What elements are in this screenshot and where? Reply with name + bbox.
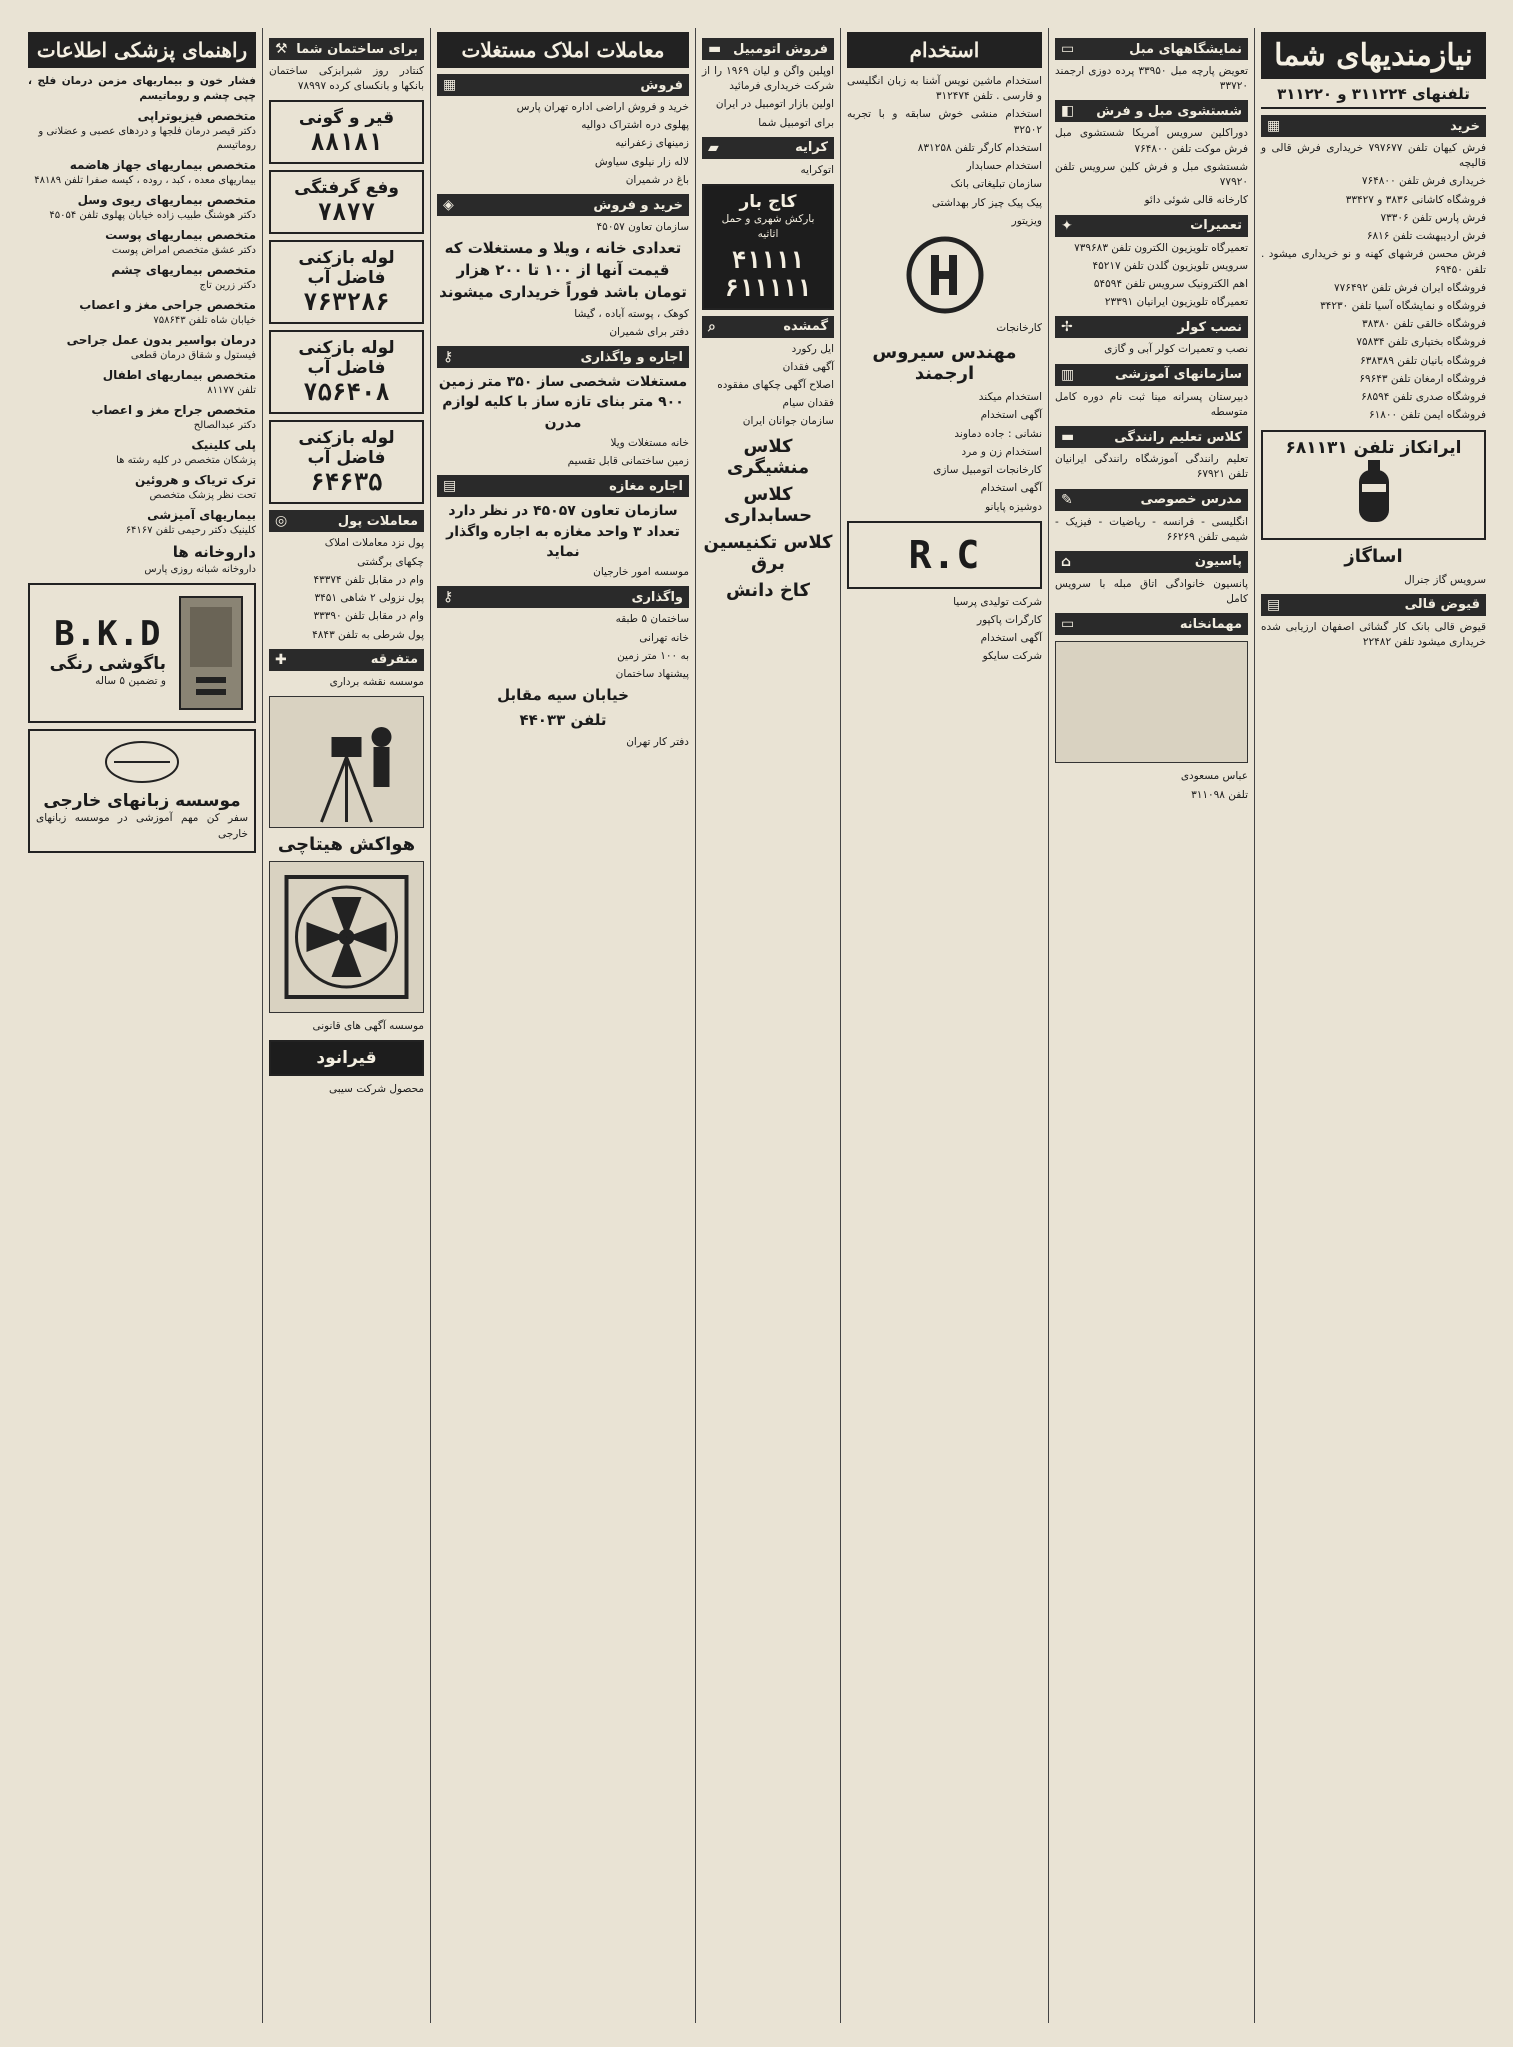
classified-ad: آگهی استخدام xyxy=(980,482,1042,495)
class-ad-title: کاخ دانش xyxy=(725,579,811,601)
section-lease: اجاره و واگذاری ⚷ xyxy=(437,346,689,368)
classified-ad: خانه تهرانی xyxy=(639,631,689,644)
classified-ad: فقدان سیام xyxy=(782,397,834,410)
classified-ad: ایل رکورد xyxy=(791,342,834,355)
column-vehicles xyxy=(695,28,840,2023)
classified-ad: کارخانجات اتومبیل سازی xyxy=(933,464,1042,477)
doctor-heading: درمان بواسیر بدون عمل جراحی xyxy=(66,333,256,348)
classified-ad: شرکت تولیدی پرسیا xyxy=(953,595,1042,608)
section-cleaning: شستشوی مبل و فرش ◧ xyxy=(1055,100,1248,122)
classified-ad: برای اتومبیل شما xyxy=(758,116,834,129)
doctor-text: تلفن ۸۱۱۷۷ xyxy=(207,385,256,397)
section-pension: پاسیون ⌂ xyxy=(1055,551,1248,573)
section-tutor: مدرس خصوصی ✎ xyxy=(1055,489,1248,511)
column-classifieds-needs xyxy=(1254,28,1492,2023)
surveyor-icon xyxy=(270,697,423,827)
class-ad-title: کلاس حسابداری xyxy=(723,483,813,526)
ad-box-language-school xyxy=(28,729,256,852)
doctor-heading: متخصص فیزیوتراپی xyxy=(137,109,256,124)
section-cooler: نصب کولر ✢ xyxy=(1055,316,1248,338)
classified-ad: سازمان تعاون ۴۵۰۵۷ در نظر دارد تعداد ۳ واحد مغازه به اجاره واگذار نماید xyxy=(446,503,680,560)
wrench-icon: ✦ xyxy=(1061,217,1073,234)
page-title: نیازمندیهای شما xyxy=(1261,32,1486,79)
ad-box-bkd-intercom xyxy=(28,583,256,723)
ad-box-kaj-bar xyxy=(702,184,834,309)
ad-box xyxy=(269,330,424,414)
classified-ad: استخدام حسابدار xyxy=(966,160,1042,173)
classified-ad: وام در مقابل تلفن ۴۳۳۷۴ xyxy=(313,573,424,586)
doctor-text: پزشکان متخصص در کلیه رشته ها xyxy=(116,455,256,467)
doctor-heading: متخصص جراح مغز و اعصاب xyxy=(91,403,256,418)
ad-box-title: وفع گرفتگی xyxy=(294,178,399,199)
classified-ad: اهم الکترونیک سرویس تلفن ۵۴۵۹۴ xyxy=(1093,277,1248,290)
classified-ad: ویزیتور xyxy=(1011,214,1042,227)
doctor-text: دکتر هوشنگ طبیب زاده خیابان پهلوی تلفن ۴۵۰۵۴ xyxy=(49,210,256,222)
classified-ad: موسسه آگهی های قانونی xyxy=(312,1019,424,1032)
classified-ad: پول نزد معاملات املاک xyxy=(324,537,424,550)
classified-ad: فروشگاه صدری تلفن ۶۸۵۹۴ xyxy=(1361,391,1486,404)
coin-icon: ◎ xyxy=(275,513,288,530)
ih-logo xyxy=(847,235,1042,315)
phone-numbers: تلفنهای ۳۱۱۲۲۴ و ۳۱۱۲۲۰ xyxy=(1261,85,1486,109)
classified-ad: تعمیرگاه تلویزیون ایرانیان ۲۳۳۹۱ xyxy=(1104,296,1248,309)
sofa-icon: ▭ xyxy=(1061,41,1075,57)
classified-ad: شرکت سایکو xyxy=(982,650,1042,663)
classified-ad: تعویض پارچه مبل ۳۳۹۵۰ پرده دوزی ارجمند ۳۳۷۲۰ xyxy=(1055,65,1248,93)
column-real-estate xyxy=(430,28,695,2023)
ad-box-irangaz xyxy=(1261,430,1486,540)
ad-box xyxy=(269,420,424,504)
ad-box-text: سفر کن مهم آموزشی در موسسه زبانهای خارجی xyxy=(36,812,248,840)
intercom-icon xyxy=(176,593,246,713)
plus-icon: ✚ xyxy=(275,651,287,668)
classified-ad: کارگرات پاکپور xyxy=(977,613,1042,626)
classified-ad: سرویس تلویزیون گلدن تلفن ۴۵۲۱۷ xyxy=(1092,259,1248,272)
school-logo-icon xyxy=(102,737,182,787)
shop-icon: ▤ xyxy=(443,478,457,495)
classified-ad: موسسه امور خارجیان xyxy=(593,566,689,579)
ad-box-title: کاج بار xyxy=(739,192,797,213)
hammer-icon: ⚒ xyxy=(275,41,288,57)
ad-box xyxy=(269,240,424,324)
section-misc: متفرقه ✚ xyxy=(269,649,424,671)
ad-box-phone: ۷۵۶۴۰۸ xyxy=(303,378,390,407)
bed-icon: ▭ xyxy=(1061,616,1075,633)
rc-logo: R.C xyxy=(908,532,981,577)
ad-box-subtitle: بارکش شهری و حمل اثاثیه xyxy=(721,213,815,241)
company-name: مهندس سیروس ارجمند xyxy=(872,342,1017,385)
ad-box-title: ایرانکاز تلفن ۶۸۱۱۳۱ xyxy=(1285,437,1462,458)
fan-icon: ✢ xyxy=(1061,319,1073,336)
key-icon: ⚷ xyxy=(443,589,454,606)
classified-ad: دوراکلین سرویس آمریکا شستشوی مبل فرش موکت تلفن ۷۶۴۸۰۰ xyxy=(1055,127,1248,155)
truck-icon: ▰ xyxy=(708,139,719,156)
classified-ad: پیک پیک چیز کار بهداشتی xyxy=(932,196,1042,209)
classified-ad: دفتر کار تهران xyxy=(626,735,689,748)
classified-ad: نصب و تعمیرات کولر آبی و گازی xyxy=(1104,343,1248,356)
column-employment xyxy=(840,28,1048,2023)
classified-ad: فروشگاه کاشانی ۳۸۳۶ و ۳۳۴۲۷ xyxy=(1345,193,1486,206)
classified-ad: خانه مستغلات ویلا xyxy=(610,436,689,449)
classified-ad: فروشگاه ایران فرش تلفن ۷۷۶۴۹۲ xyxy=(1334,281,1486,294)
ad-title-hitachi: هواکش هیتاچی xyxy=(277,833,416,855)
classified-ad: استخدام میکند xyxy=(978,391,1042,404)
classified-ad: زمین ساختمانی قابل تقسیم xyxy=(567,455,689,468)
classified-ad: خرید و فروش اراضی اداره تهران پارس xyxy=(516,101,689,113)
ad-box-title: لوله بازکنی فاضل آب xyxy=(298,248,395,289)
classified-ad: آگهی فقدان xyxy=(782,360,834,373)
class-ad-title: کلاس منشیگری xyxy=(726,435,810,478)
classified-ad: اوپلین واگن و لیان ۱۹۶۹ را از شرکت خریداری فرمائید xyxy=(702,65,834,93)
ad-box-rc xyxy=(847,521,1042,589)
section-building: برای ساختمان شما ⚒ xyxy=(269,38,424,60)
section-driving: کلاس تعلیم رانندگی ▬ xyxy=(1055,426,1248,448)
search-icon: ⌕ xyxy=(708,318,716,335)
classified-ad: استخدام زن و مرد xyxy=(961,445,1042,458)
section-buy-sell: خرید و فروش ◈ xyxy=(437,194,689,216)
key-icon: ⚷ xyxy=(443,349,454,365)
classified-ad: تعلیم رانندگی آموزشگاه رانندگی ایرانیان تلفن ۶۷۹۲۱ xyxy=(1055,453,1248,481)
fan-illustration xyxy=(269,861,424,1013)
classified-ad: اولین بازار اتومبیل در ایران xyxy=(715,98,834,111)
ad-box-phone: ۶۴۶۳۵ xyxy=(310,468,383,497)
section-title-employment: استخدام xyxy=(847,32,1042,68)
ad-box-title: قیر و گونی xyxy=(298,108,395,129)
classified-ad: پول شرطی به تلفن ۴۸۴۳ xyxy=(312,628,424,641)
brush-icon: ◧ xyxy=(1061,103,1075,120)
classified-ad: لاله زار نیلوی سیاوش xyxy=(594,155,689,168)
classified-ad: محصول شرکت سیبی xyxy=(328,1083,424,1096)
doctor-heading: متخصص بیماریهای ریوی وسل xyxy=(77,193,256,208)
classified-ad: فروشگاه بختیاری تلفن ۷۵۸۳۴ xyxy=(1356,336,1486,349)
classified-ad: پول نزولی ۲ شاهی ۳۴۵۱ xyxy=(314,592,424,605)
section-hotel: مهمانخانه ▭ xyxy=(1055,613,1248,635)
pen-icon: ✎ xyxy=(1061,491,1073,508)
section-title-real-estate: معاملات املاک مستغلات xyxy=(437,32,689,68)
section-sale: فروش ▦ xyxy=(437,74,689,96)
section-furniture: نمایشگاههای مبل ▭ xyxy=(1055,38,1248,60)
doctor-text: کلینیک دکتر رحیمی تلفن ۶۴۱۶۷ xyxy=(125,525,256,537)
classified-ad: پهلوی دره اشتراک دوالیه xyxy=(581,119,689,132)
classified-ad: تعدادی خانه ، ویلا و مستغلات که قیمت آنها از ۱۰۰ تا ۲۰۰ هزار تومان باشد فوراً خریداری میشوند xyxy=(439,239,687,301)
classified-ad: خریداری فرش تلفن ۷۶۴۸۰۰ xyxy=(1361,175,1486,188)
ad-box-phone: ۸۸۱۸۱ xyxy=(310,128,383,157)
class-ad-title: کلاس تکنیسین برق xyxy=(703,531,833,574)
ad-box-phone: ۷۶۳۲۸۶ xyxy=(303,288,390,317)
classified-ad: پانسیون خانوادگی اتاق مبله با سرویس کامل xyxy=(1055,577,1248,606)
ad-box-phone: ۶۱۱۱۱۱ xyxy=(724,273,812,302)
classified-ad: تعمیرگاه تلویزیون الکترون تلفن ۷۳۹۶۸۳ xyxy=(1074,241,1248,254)
classified-ad: مستغلات شخصی ساز ۳۵۰ متر زمین ۹۰۰ متر بنای تازه ساز با کلیه لوازم مدرن xyxy=(438,374,688,431)
classified-ad: کوهک ، پوسته آباده ، گیشا xyxy=(574,307,689,320)
classified-ad: قیوض قالی بانک کار گشائی اصفهان ارزیابی شده خریداری میشود تلفن ۲۲۴۸۲ xyxy=(1261,620,1486,648)
doctor-heading: بیماریهای آمیزشی xyxy=(147,508,256,523)
ad-box xyxy=(269,170,424,234)
doctor-heading: ترک تریاک و هروئین xyxy=(135,473,256,488)
classified-ad: کنتادر روز شبرابزکی ساختمان بانکها و بانکسای کرده ۷۸۹۹۷ xyxy=(269,65,424,93)
gas-cylinder-icon xyxy=(1344,458,1404,528)
section-title-medical: راهنمای پزشکی اطلاعات xyxy=(28,32,256,68)
ad-box xyxy=(269,100,424,164)
classified-ad: دفتر برای شمیران xyxy=(609,325,689,338)
classified-ad: استخدام منشی خوش سابقه و با تجربه ۳۲۵۰۲ xyxy=(847,108,1042,136)
ad-box-phone: ۴۱۱۱۱ xyxy=(731,245,805,274)
classified-ad: کارخانه قالی شوئی دائو xyxy=(1144,194,1248,207)
doctor-text: فیستول و شقاق درمان قطعی xyxy=(130,350,256,362)
classified-ad: استخدام ماشین نویس آشنا به زبان انگلیسی و فارسی . تلفن ۳۱۲۴۷۴ xyxy=(847,75,1042,103)
ad-box-phone: ۷۸۷۷ xyxy=(317,198,376,227)
doctor-heading: متخصص بیماریهای جهاز هاضمه xyxy=(69,158,256,173)
section-money: معاملات پول ◎ xyxy=(269,510,424,532)
building-icon: ▦ xyxy=(443,77,457,93)
carpet-icon: ▤ xyxy=(1267,596,1281,613)
doctor-text: تحت نظر پزشک متخصص xyxy=(149,490,256,502)
classified-ad: ساختمان ۵ طبقه xyxy=(615,613,689,626)
column-services xyxy=(1048,28,1254,2023)
ad-box-title: لوله بازکنی فاضل آب xyxy=(298,428,395,469)
section-repairs: تعمیرات ✦ xyxy=(1055,215,1248,237)
column-medical xyxy=(22,28,262,2023)
classified-ad: سازمان تعاون ۴۵۰۵۷ xyxy=(596,221,689,234)
book-icon: ▥ xyxy=(1061,366,1075,383)
doctor-text: دکتر قیصر درمان فلجها و دردهای عصبی و عضلانی و روماتیسم xyxy=(38,126,256,152)
doctor-heading: پلی کلینیک xyxy=(191,438,256,453)
doctor-text: دکتر عشق متخصص امراض پوست xyxy=(111,245,256,257)
classified-ad: کارخانجات xyxy=(996,321,1042,334)
fan-icon xyxy=(270,862,423,1012)
classified-ad: فرش اردیبهشت تلفن ۶۸۱۶ xyxy=(1366,230,1486,243)
classified-ad: پیشنهاد ساختمان xyxy=(615,668,689,681)
classified-ad: فروشگاه بانیان تلفن ۶۳۸۳۸۹ xyxy=(1360,354,1486,367)
classified-ad: خیابان سیه مقابل xyxy=(497,686,629,705)
classified-ad: فشار خون و بیماریهای مزمن درمان فلج ، چپی چشم و روماتیسم xyxy=(28,75,256,103)
classified-ad: فرش محسن فرشهای کهنه و نو خریداری میشود . تلفن ۶۹۴۵۰ xyxy=(1261,248,1486,276)
section-shop-lease: اجاره مغازه ▤ xyxy=(437,475,689,497)
classified-ad: فروشگاه و نمایشگاه آسیا تلفن ۳۴۲۳۰ xyxy=(1320,299,1486,312)
surveyor-illustration xyxy=(269,696,424,828)
pharmacy-text: داروخانه شبانه روزی پارس xyxy=(144,564,256,576)
classified-ad: باغ در شمیران xyxy=(625,173,689,186)
section-carpet-pawn: قیوض قالی ▤ xyxy=(1261,594,1486,616)
classified-ad: موسسه نقشه برداری xyxy=(329,675,424,688)
ad-box-qiranood xyxy=(269,1040,424,1076)
brand-subtitle: باگوشی رنگی xyxy=(49,654,166,675)
section-education: سازمانهای آموزشی ▥ xyxy=(1055,364,1248,386)
classified-ad: آگهی استخدام xyxy=(980,409,1042,422)
doctor-heading: متخصص بیماریهای پوست xyxy=(105,228,256,243)
section-transfer: واگذاری ⚷ xyxy=(437,586,689,608)
house-icon: ⌂ xyxy=(1061,553,1072,570)
classified-ad: سرویس گاز جنرال xyxy=(1404,573,1486,586)
classified-ad: انگلیسی - فرانسه - ریاضیات - فیزیک - شیمی تلفن ۶۶۲۶۹ xyxy=(1055,515,1248,543)
column-building xyxy=(262,28,430,2023)
classified-ad: فروشگاه خالقی تلفن ۳۸۳۸۰ xyxy=(1361,318,1486,331)
classified-ad: سازمان تبلیغاتی بانک xyxy=(950,178,1042,191)
car-icon: ▬ xyxy=(1061,429,1075,446)
classified-ad: فرش پارس تلفن ۷۳۳۰۶ xyxy=(1380,211,1486,224)
classified-ad: استخدام کارگر تلفن ۸۳۱۲۵۸ xyxy=(917,141,1042,154)
ad-box-title: موسسه زبانهای خارجی xyxy=(43,791,241,812)
classified-ad: دبیرستان پسرانه مینا ثبت نام دوره کامل متوسطه xyxy=(1055,390,1248,418)
car-icon: ▬ xyxy=(708,41,722,57)
ad-box-title: قیرانود xyxy=(316,1048,377,1069)
doctor-text: دکتر عبدالصالح xyxy=(193,420,256,432)
classified-ad: چکهای برگشتی xyxy=(357,555,424,568)
classified-ad: دوشیزه پایانو xyxy=(985,500,1042,513)
section-buy: خرید ▦ xyxy=(1261,115,1486,137)
brand-note: و تضمین ۵ ساله xyxy=(95,675,166,688)
ih-logo-icon xyxy=(905,235,985,315)
doctor-heading: متخصص بیماریهای اطفال xyxy=(102,368,256,383)
classified-ad: تلفن ۳۱۱۰۹۸ xyxy=(1191,788,1248,801)
section-lost: گمشده ⌕ xyxy=(702,316,834,338)
hotel-illustration xyxy=(1055,641,1248,763)
classified-ad: وام در مقابل تلفن ۳۳۳۹۰ xyxy=(313,610,424,623)
store-icon: ▦ xyxy=(1267,118,1281,134)
classified-ad: تلفن ۴۴۰۳۳ xyxy=(519,711,607,730)
classified-ad: اتوکرایه xyxy=(800,163,834,176)
classified-ad: سازمان جوانان ایران xyxy=(742,415,834,428)
doctor-text: دکتر زرین تاج xyxy=(199,280,256,292)
doctor-heading: متخصص بیماریهای چشم xyxy=(111,263,256,278)
doctor-text: خیابان شاه تلفن ۷۵۸۶۴۳ xyxy=(153,315,256,327)
brand-bkd: B.K.D xyxy=(54,614,162,655)
ad-box-title: لوله بازکنی فاضل آب xyxy=(298,338,395,379)
classified-ad: زمینهای زعفرانیه xyxy=(615,137,689,150)
doctor-heading: متخصص جراحی مغز و اعصاب xyxy=(79,298,256,313)
doctor-text: بیماریهای معده ، کبد ، روده ، کیسه صفرا تلفن ۴۸۱۸۹ xyxy=(34,175,256,187)
classified-ad: عباس مسعودی xyxy=(1180,770,1248,783)
classified-ad: فروشگاه ایمن تلفن ۶۱۸۰۰ xyxy=(1368,409,1486,422)
section-car-sales: فروش اتومبیل ▬ xyxy=(702,38,834,60)
section-rental: کرایه ▰ xyxy=(702,137,834,159)
classified-ad: آگهی استخدام xyxy=(980,632,1042,645)
classified-ad: اصلاح آگهی چکهای مفقوده xyxy=(717,378,834,391)
classified-ad: فرش کیهان تلفن ۷۹۷۶۷۷ خریداری فرش قالی و قالیچه xyxy=(1261,142,1486,170)
classified-ad: به ۱۰۰ متر زمین xyxy=(617,649,689,662)
classified-ad: شستشوی مبل و فرش کلین سرویس تلفن ۷۷۹۲۰ xyxy=(1055,160,1248,189)
classified-ad: فروشگاه ارمغان تلفن ۶۹۶۴۳ xyxy=(1359,372,1486,385)
pharmacy-heading: داروخانه ها xyxy=(172,543,256,562)
classifieds-page xyxy=(22,28,1492,2023)
brand-asagaz: اساگاز xyxy=(1344,545,1403,567)
classified-ad: نشانی : جاده دماوند xyxy=(954,427,1042,440)
handshake-icon: ◈ xyxy=(443,197,454,214)
